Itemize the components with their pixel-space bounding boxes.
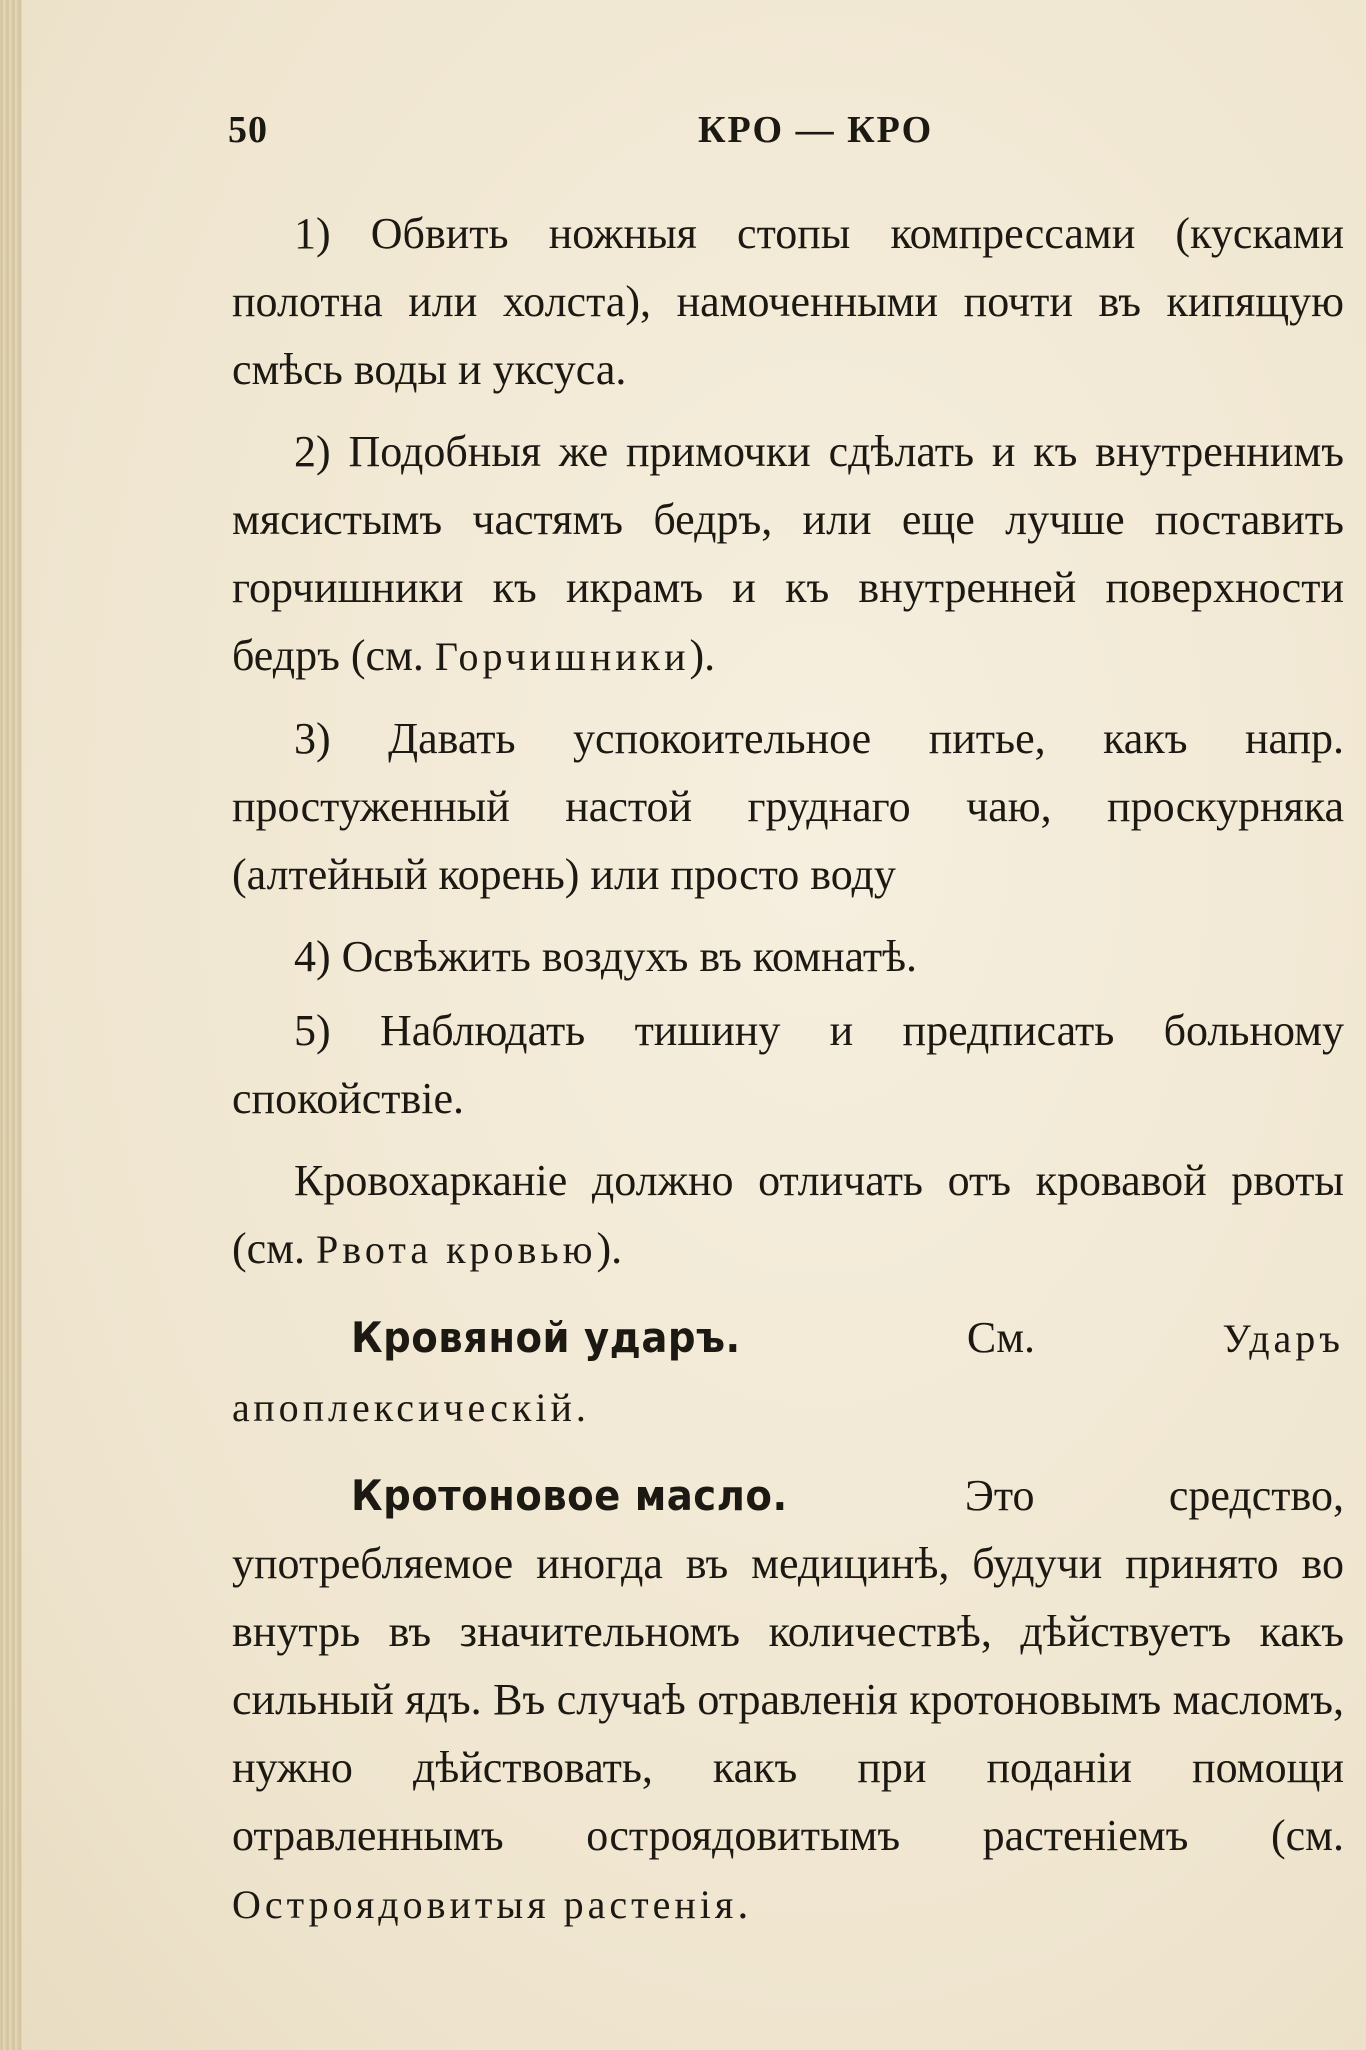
paragraph-text: 2) Подобныя же примочки сдѣлать и къ внутреннимъ мясистымъ частямъ бедръ, или еще лучше поставить горчишники къ икрамъ и къ внутренней поверхности бедръ (см.: [232, 427, 1344, 680]
running-head: КРО — КРО: [698, 109, 934, 151]
page-header: [228, 108, 1348, 158]
paragraph-text: Кровохарканіе должно отличать отъ кровавой рвоты (см.: [232, 1156, 1344, 1273]
paragraph: [232, 200, 1344, 404]
spaced-reference: Остроядовитыя растенія: [232, 1882, 738, 1927]
entry-headword: Кротоновое масло.: [351, 1471, 788, 1520]
spaced-reference: Горчишники: [434, 634, 690, 679]
paragraph-tail: ).: [689, 631, 716, 680]
paragraph: [232, 1147, 1344, 1284]
dictionary-entry: [232, 1304, 1344, 1442]
entry-text: Это средство, употребляемое иногда въ медицинѣ, будучи принято во внутрь въ значительномъ количествѣ, дѣйствуетъ какъ сильный ядъ. Въ случаѣ отравленія кротоновымъ масломъ, нужно дѣйствовать, какъ при поданіи помощи отравленнымъ остроядовитымъ растеніемъ (см.: [232, 1471, 1344, 1860]
paragraph: [232, 923, 1344, 991]
spaced-reference: Ударъ апоплексическій.: [232, 1316, 1344, 1430]
page-gutter: [0, 0, 22, 2050]
paragraph-text: 5) Наблюдать тишину и предписать больному спокойствіе.: [232, 1006, 1344, 1123]
paragraph-text: 4) Освѣжить воздухъ въ комнатѣ.: [294, 932, 918, 981]
entry-tail: .: [737, 1879, 749, 1928]
entry-headword: Кровяной ударъ.: [351, 1313, 741, 1362]
page-number: 50: [228, 109, 268, 151]
entry-text: См.: [779, 1313, 1223, 1362]
paragraph-text: 1) Обвить ножныя стопы компрессами (кусками полотна или холста), намоченными почти въ кипящую смѣсь воды и уксуса.: [232, 209, 1344, 394]
paragraph-text: 3) Давать успокоительное питье, какъ напр. простуженный настой груднаго чаю, проскурняка (алтейный корень) или просто воду: [232, 714, 1344, 899]
spaced-reference: Рвота кровью: [316, 1227, 597, 1272]
page-body: [232, 200, 1344, 1953]
paragraph: [232, 997, 1344, 1133]
paragraph: [232, 418, 1344, 691]
dictionary-entry: [232, 1462, 1344, 1939]
paragraph-tail: ).: [596, 1224, 623, 1273]
paragraph: [232, 705, 1344, 909]
